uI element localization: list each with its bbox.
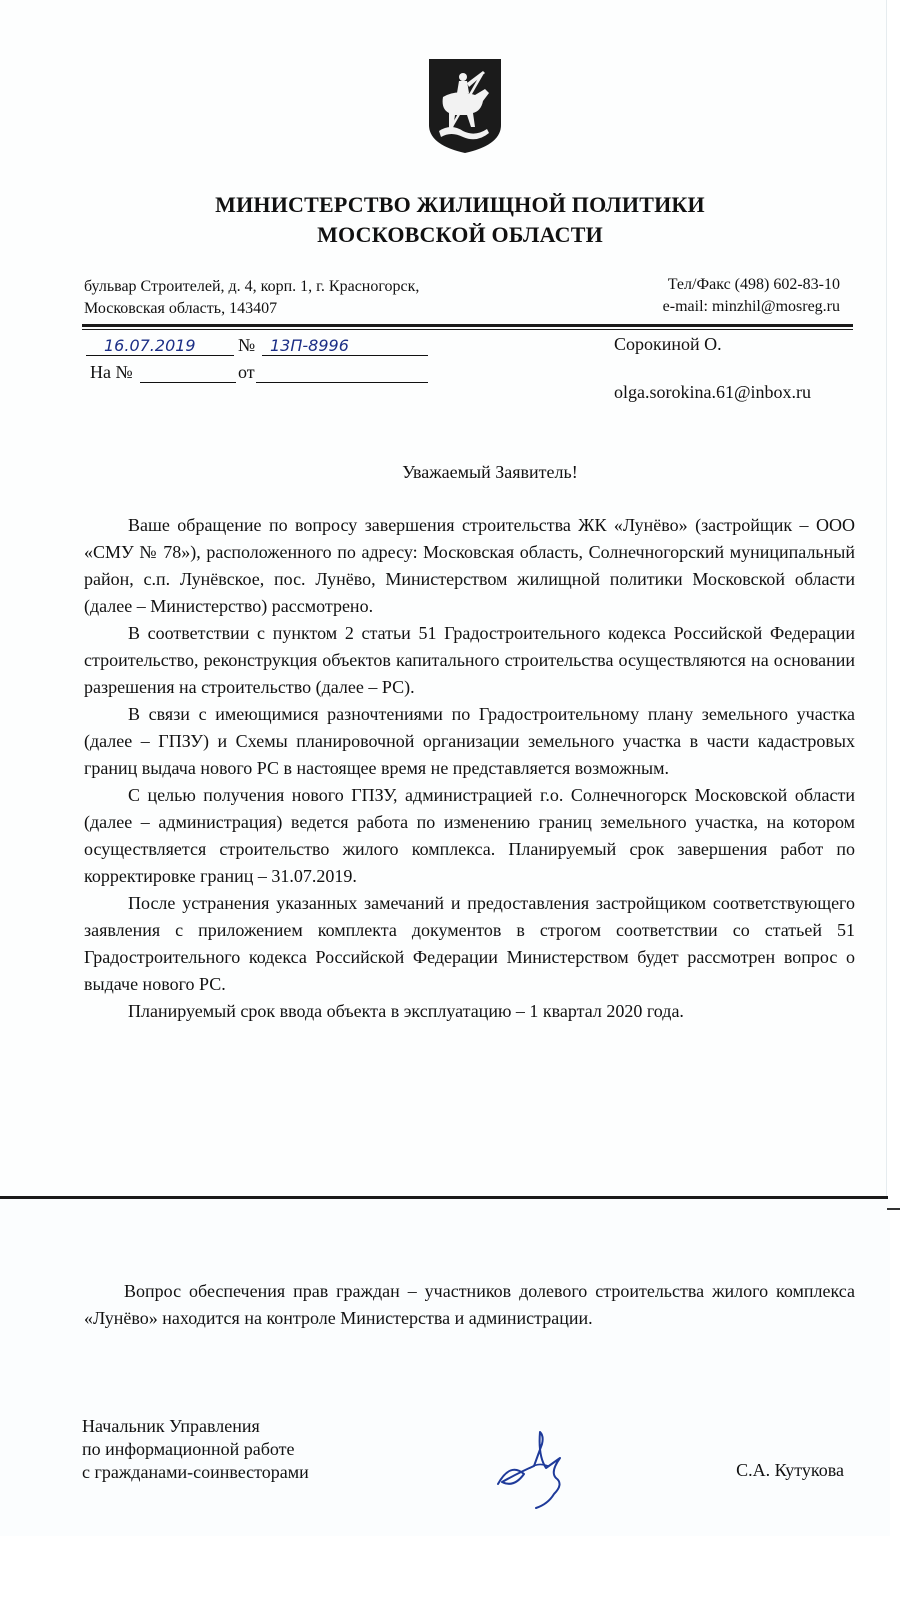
signatory-title-line2: по информационной работе [82, 1439, 295, 1459]
paragraph: Ваше обращение по вопросу завершения строительства ЖК «Лунёво» (застройщик – ООО «СМУ № 78»), расположенного по адресу: Московская область, Солнечногорский муниципальный район, с.п. Лунёвское, пос. Лунёво, Министерством жилищной политики Московской области (далее – Министерство) рассмотрено. [84, 515, 855, 616]
ministry-contacts [663, 274, 840, 318]
page-break-edge-right [887, 1208, 900, 1210]
ministry-name [0, 190, 900, 250]
reference-number-label: На № [90, 362, 133, 382]
closing-text: Вопрос обеспечения прав граждан – участников долевого строительства жилого комплекса «Лунёво» находится на контроле Министерства и администрации. [84, 1281, 855, 1328]
phone-fax: Тел/Факс (498) 602-83-10 [667, 276, 840, 293]
page-break-edge [0, 1196, 888, 1199]
reference-date-underline [256, 382, 428, 383]
ministry-email: e-mail: minzhil@mosreg.ru [662, 298, 840, 315]
registration-number [270, 334, 349, 357]
closing-paragraph [84, 1278, 855, 1332]
date-underline [86, 355, 234, 356]
address-line1: бульвар Строителей, д. 4, корп. 1, г. Красногорск, [84, 278, 420, 295]
greeting: Уважаемый Заявитель! [402, 462, 578, 482]
letter-body [84, 512, 855, 1025]
header-rule-thick [82, 324, 853, 327]
ministry-name-line1: МИНИСТЕРСТВО ЖИЛИЩНОЙ ПОЛИТИКИ [215, 192, 705, 217]
moscow-coat-of-arms-icon [427, 57, 503, 155]
paragraph: Планируемый срок ввода объекта в эксплуатацию – 1 квартал 2020 года. [128, 1001, 684, 1021]
paragraph: После устранения указанных замечаний и предоставления застройщиком соответствующего заявления с приложением комплекта документов в строгом соответствии со статьей 51 Градостроительного кодекса Российской Федерации Министерством будет рассмотрен вопрос о выдаче нового РС. [84, 893, 855, 994]
letter-page-2 [0, 1198, 890, 1536]
reference-from-label: от [238, 362, 255, 382]
signatory-title-line1: Начальник Управления [82, 1416, 260, 1436]
number-underline [262, 355, 428, 356]
recipient-name: Сорокиной О. [614, 334, 722, 354]
signatory-title-line3: с гражданами-соинвесторами [82, 1462, 309, 1482]
address-line2: Московская область, 143407 [84, 300, 278, 317]
handwritten-signature [490, 1422, 590, 1514]
page-right-edge [886, 0, 887, 1198]
ministry-address [84, 276, 419, 320]
registration-number-label: № [238, 335, 256, 355]
ministry-name-line2: МОСКОВСКОЙ ОБЛАСТИ [317, 222, 603, 247]
recipient-email: olga.sorokina.61@inbox.ru [614, 382, 812, 402]
signatory-title [82, 1415, 309, 1484]
header-rule-thin [82, 329, 853, 330]
paragraph: В связи с имеющимися разночтениями по Градостроительному плану земельного участка (далее – ГПЗУ) и Схемы планировочной организации земельного участка в части кадастровых границ выдача нового РС в настоящее время не представляется возможным. [84, 704, 855, 778]
signatory-name: С.А. Кутукова [736, 1460, 844, 1480]
registration-number-value: 13П-8996 [270, 336, 349, 355]
paragraph: В соответствии с пунктом 2 статьи 51 Градостроительного кодекса Российской Федерации строительство, реконструкция объектов капитального строительства осуществляются на основании разрешения на строительство (далее – РС). [84, 623, 855, 697]
registration-date [104, 334, 196, 357]
reference-number-underline [140, 382, 236, 383]
registration-date-value: 16.07.2019 [104, 336, 196, 355]
paragraph: С целью получения нового ГПЗУ, администрацией г.о. Солнечногорск Московской области (далее – администрация) ведется работа по изменению границ земельного участка, на котором осуществляется строительство жилого комплекса. Планируемый срок завершения работ по корректировке границ – 31.07.2019. [84, 785, 855, 886]
